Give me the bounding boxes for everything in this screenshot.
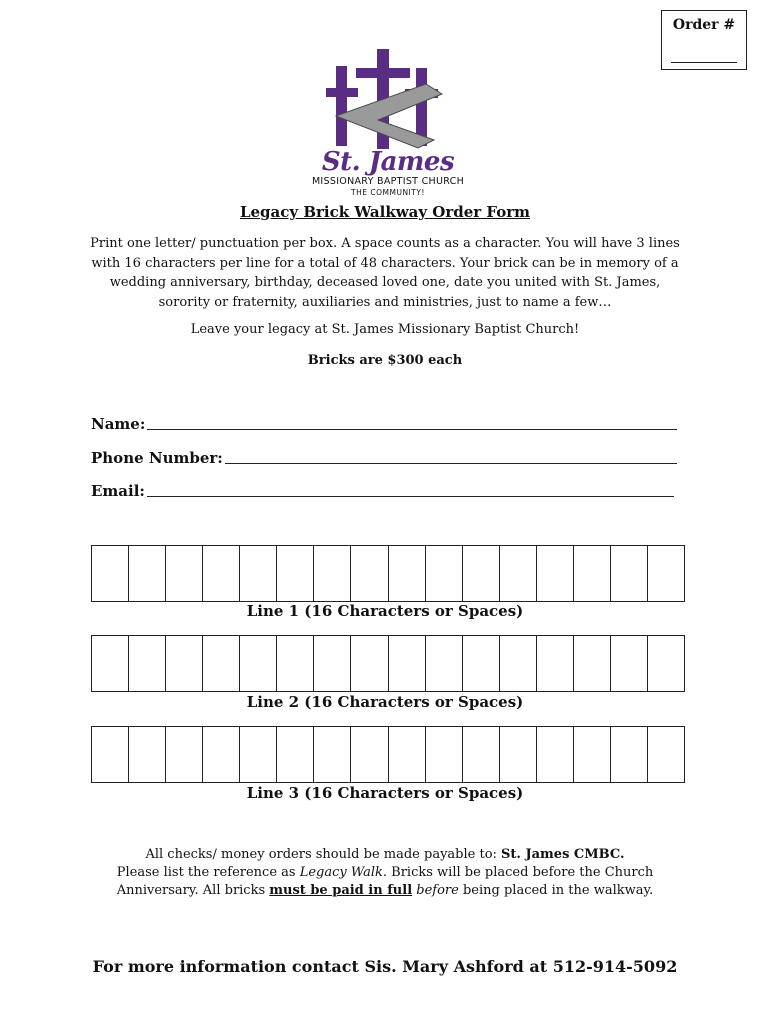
name-field[interactable] [91, 411, 677, 433]
name-label: Name: [91, 415, 146, 433]
character-box[interactable] [648, 546, 684, 601]
character-box[interactable] [314, 546, 351, 601]
character-box[interactable] [537, 636, 574, 691]
crosses-icon [308, 44, 468, 154]
order-number-label: Order # [672, 17, 736, 33]
payable-to: St. James CMBC. [501, 847, 625, 862]
character-box[interactable] [389, 636, 426, 691]
character-box[interactable] [648, 727, 684, 782]
character-box[interactable] [314, 636, 351, 691]
character-box[interactable] [129, 546, 166, 601]
character-box[interactable] [92, 727, 129, 782]
reference-suffix: Bricks will be placed before the Church [387, 865, 654, 880]
character-box[interactable] [203, 546, 240, 601]
email-field[interactable] [91, 478, 674, 500]
payable-line [90, 846, 680, 864]
anniversary-line [90, 882, 680, 900]
character-box[interactable] [611, 546, 648, 601]
character-box[interactable] [203, 636, 240, 691]
character-box[interactable] [426, 727, 463, 782]
character-box[interactable] [129, 636, 166, 691]
line-3-label: Line 3 (16 Characters or Spaces) [246, 784, 524, 802]
church-logo [308, 44, 468, 199]
character-box[interactable] [389, 727, 426, 782]
price-line: Bricks are $300 each [307, 353, 463, 368]
email-input-line[interactable] [147, 482, 674, 497]
line-2-label: Line 2 (16 Characters or Spaces) [246, 693, 524, 711]
character-box[interactable] [351, 636, 388, 691]
character-box[interactable] [277, 636, 314, 691]
character-box[interactable] [574, 636, 611, 691]
character-box[interactable] [240, 727, 277, 782]
character-box[interactable] [351, 546, 388, 601]
legacy-line: Leave your legacy at St. James Missionary Baptist Church! [190, 322, 580, 337]
character-box[interactable] [277, 546, 314, 601]
character-box[interactable] [463, 546, 500, 601]
character-box[interactable] [166, 636, 203, 691]
reference-value: Legacy Walk. [299, 865, 388, 880]
line-2-character-grid[interactable] [91, 635, 685, 692]
character-box[interactable] [611, 636, 648, 691]
character-box[interactable] [463, 727, 500, 782]
payment-instructions [90, 846, 680, 900]
character-box[interactable] [314, 727, 351, 782]
character-box[interactable] [611, 727, 648, 782]
character-box[interactable] [463, 636, 500, 691]
character-box[interactable] [351, 727, 388, 782]
must-paid-emphasis: must be paid in full [269, 883, 413, 898]
order-number-box[interactable] [661, 10, 747, 70]
logo-church-name: MISSIONARY BAPTIST CHURCH [311, 176, 465, 187]
contact-info: For more information contact Sis. Mary Ashford at 512-914-5092 [92, 957, 678, 976]
email-label: Email: [91, 482, 145, 500]
character-box[interactable] [92, 546, 129, 601]
phone-label: Phone Number: [91, 449, 223, 467]
payable-prefix: All checks/ money orders should be made payable to: [145, 847, 502, 862]
line-1-label: Line 1 (16 Characters or Spaces) [246, 602, 524, 620]
line-1-character-grid[interactable] [91, 545, 685, 602]
character-box[interactable] [92, 636, 129, 691]
reference-line [90, 864, 680, 882]
character-box[interactable] [240, 546, 277, 601]
character-box[interactable] [574, 727, 611, 782]
character-box[interactable] [277, 727, 314, 782]
name-input-line[interactable] [147, 415, 677, 430]
phone-input-line[interactable] [225, 449, 677, 464]
character-box[interactable] [574, 546, 611, 601]
character-box[interactable] [203, 727, 240, 782]
character-box[interactable] [500, 727, 537, 782]
character-box[interactable] [426, 636, 463, 691]
character-box[interactable] [500, 546, 537, 601]
phone-field[interactable] [91, 445, 677, 467]
character-box[interactable] [129, 727, 166, 782]
before-emphasis: before [416, 883, 459, 898]
character-box[interactable] [500, 636, 537, 691]
character-box[interactable] [240, 636, 277, 691]
form-intro: Print one letter/ punctuation per box. A space counts as a character. You will have 3 lines with 16 characters per line for a total of 48 characters. Your brick can be in memory of a wedding anniversary, birthday, deceased loved one, date you united with St. James, sorority or fraternity, auxiliaries and ministries, just to name a few… [90, 236, 680, 310]
character-box[interactable] [648, 636, 684, 691]
character-box[interactable] [537, 727, 574, 782]
character-box[interactable] [389, 546, 426, 601]
character-box[interactable] [166, 727, 203, 782]
character-box[interactable] [426, 546, 463, 601]
line-3-character-grid[interactable] [91, 726, 685, 783]
form-title: Legacy Brick Walkway Order Form [239, 203, 531, 221]
logo-script-name: St. James [321, 147, 455, 177]
reference-prefix: Please list the reference as [116, 865, 300, 880]
anniversary-suffix: being placed in the walkway. [458, 883, 654, 898]
character-box[interactable] [166, 546, 203, 601]
logo-tagline: THE COMMUNITY! [351, 188, 425, 197]
anniversary-prefix: Anniversary. All bricks [116, 883, 270, 898]
character-box[interactable] [537, 546, 574, 601]
order-number-line [671, 62, 737, 63]
